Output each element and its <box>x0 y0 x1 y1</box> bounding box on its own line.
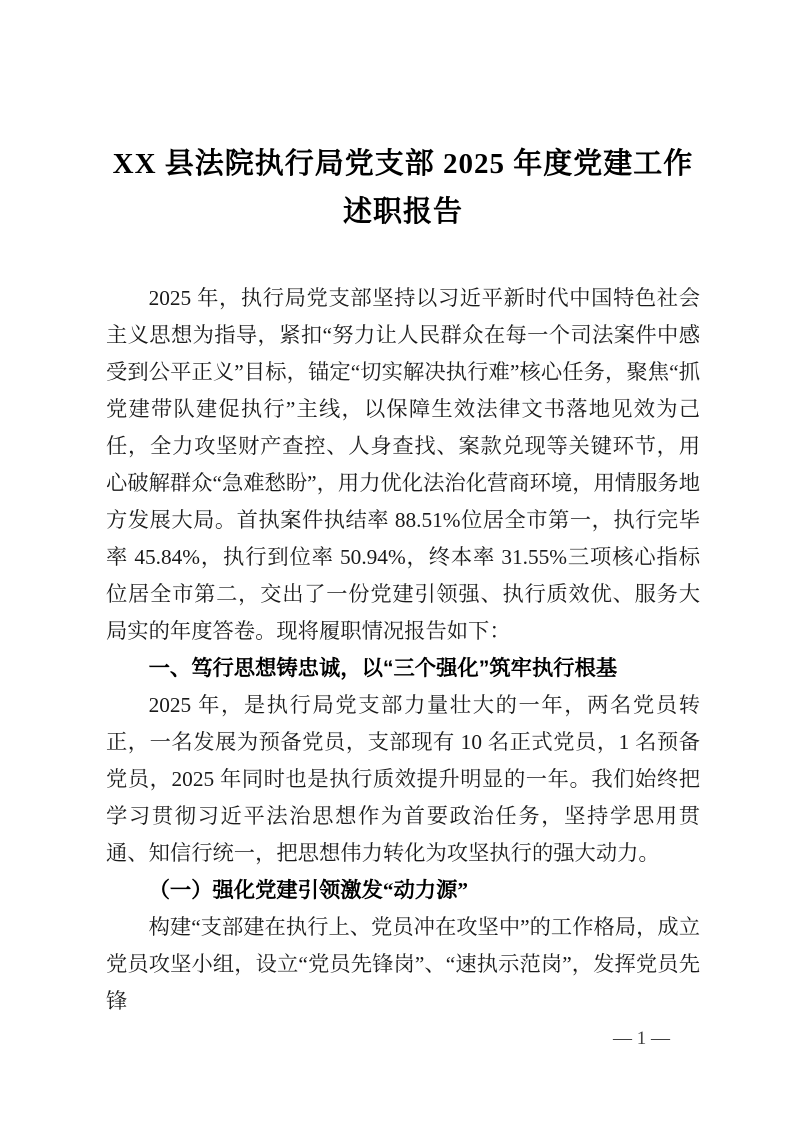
paragraph-section-1: 2025 年，是执行局党支部力量壮大的一年，两名党员转正，一名发展为预备党员，支部现有 10 名正式党员，1 名预备党员，2025 年同时也是执行质效提升明显的一年。我们始终把学习贯彻习近平法治思想作为首要政治任务，坚持学思用贯通、知信行统一，把思想伟力转化为攻坚执行的强大动力。 <box>106 693 700 865</box>
page-number: — 1 — <box>613 1028 670 1049</box>
paragraph-sub-1-1: 构建“支部建在执行上、党员冲在攻坚中”的工作格局，成立党员攻坚小组，设立“党员先锋岗”、“速执示范岗”，发挥党员先锋 <box>106 915 700 1013</box>
document-title: XX 县法院执行局党支部 2025 年度党建工作述职报告 <box>112 148 694 228</box>
document-body <box>106 280 700 1020</box>
sub-heading-1-1: （一）强化党建引领激发“动力源” <box>148 878 469 902</box>
paragraph-intro: 2025 年，执行局党支部坚持以习近平新时代中国特色社会主义思想为指导，紧扣“努力让人民群众在每一个司法案件中感受到公平正义”目标，锚定“切实解决执行难”核心任务，聚焦“抓党建带队建促执行”主线，以保障生效法律文书落地见效为己任，全力攻坚财产查控、人身查找、案款兑现等关键环节，用心破解群众“急难愁盼”，用力优化法治化营商环境，用情服务地方发展大局。首执案件执结率 88.51%位居全市第一，执行完毕率 45.84%，执行到位率 50.94%，终本率 31.55%三项核心指标位居全市第二，交出了一份党建引领强、执行质效优、服务大局实的年度答卷。现将履职情况报告如下： <box>106 286 700 643</box>
section-heading-1: 一、笃行思想铸忠诚，以“三个强化”筑牢执行根基 <box>148 656 618 680</box>
page-footer <box>613 1026 670 1052</box>
